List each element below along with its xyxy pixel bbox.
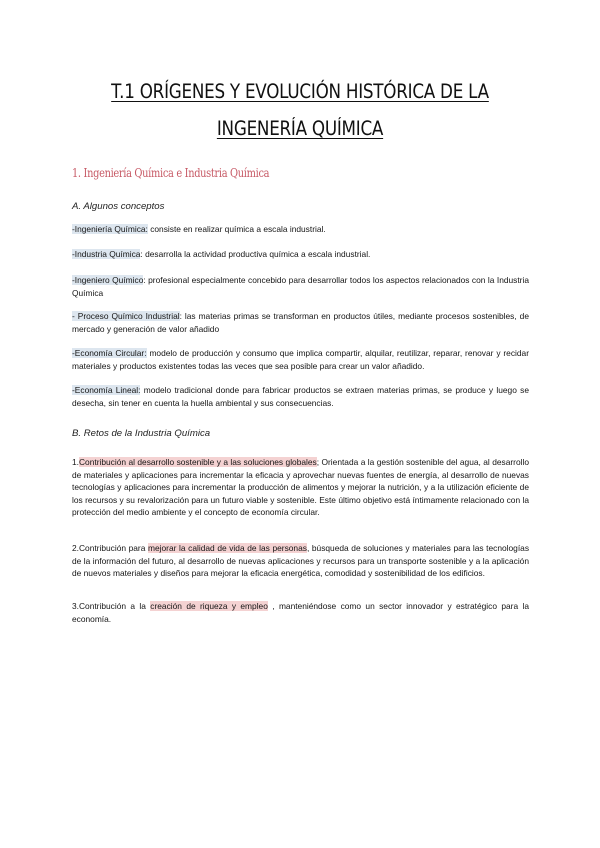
concept-term: - Proceso Químico Industrial — [72, 311, 180, 321]
concept-term: -Economía Lineal: — [72, 385, 141, 395]
concept-text: : las materias primas se transforman en productos útiles, mediante procesos sostenibles, de mercado y generación de valor añadido — [72, 311, 529, 334]
challenge-highlight: creación de riqueza y empleo — [150, 601, 268, 611]
document-title-line2: INGENERÍA QUÍMICA — [216, 117, 384, 140]
challenge-prefix: 3.Contribución a la — [72, 601, 151, 611]
concept-text: modelo tradicional donde para fabricar productos se extraen materias primas, se produce y luego se desecha, sin tener en cuenta la huella ambiental y sus consecuencias. — [72, 385, 529, 408]
challenge-highlight: Contribución al desarrollo sostenible y a las soluciones globales — [79, 457, 317, 467]
concept-term: -Ingeniero Químico — [72, 275, 144, 285]
concept-term: -Ingeniería Química: — [72, 224, 148, 234]
challenge-prefix: 1. — [72, 457, 79, 467]
concept-paragraph — [72, 347, 529, 372]
concept-paragraph — [72, 384, 529, 409]
subsection-b-heading: B. Retos de la Industria Química — [72, 428, 211, 439]
section-heading: 1. Ingeniería Química e Industria Química — [72, 166, 270, 180]
challenge-text: , búsqueda de soluciones y materiales para las tecnologías de la información del futuro, al desarrollo de nuevas aplicaciones y recursos para un transporte sostenible y a la aplicación de nuevos materiales y diseños para mejorar la eficacia energética, comodidad y sostenibilidad de los edificios. — [72, 543, 530, 579]
challenge-paragraph — [72, 542, 529, 580]
challenge-paragraph — [72, 456, 529, 519]
concept-term: -Industria Química — [72, 249, 141, 259]
challenge-paragraph — [72, 600, 529, 625]
challenge-highlight: mejorar la calidad de vida de las personas — [148, 543, 307, 553]
concept-paragraph — [72, 248, 529, 261]
concept-paragraph — [72, 310, 529, 335]
challenge-text: , manteniéndose como un sector innovador y estratégico para la economía. — [72, 601, 529, 624]
concept-text: : profesional especialmente concebido para desarrollar todos los aspectos relacionados con la Industria Química — [72, 275, 529, 298]
challenge-prefix: 2.Contribución para — [72, 543, 149, 553]
concept-paragraph — [72, 223, 529, 236]
concept-text: consiste en realizar química a escala industrial. — [147, 224, 326, 234]
concept-text: modelo de producción y consumo que implica compartir, alquilar, reutilizar, reparar, renovar y recidar materiales y productos existentes todas las veces que sea posible para crear un valor añadido. — [72, 348, 529, 371]
concept-paragraph — [72, 274, 529, 299]
concept-text: : desarrolla la actividad productiva química a escala industrial. — [140, 249, 371, 259]
subsection-a-heading: A. Algunos conceptos — [72, 201, 165, 212]
challenge-text: ; Orientada a la gestión sostenible del agua, al desarrollo de materiales y aplicaciones para incrementar la eficacia y aprovechar nuevas fuentes de energía, al desarrollo de nuevas tecnologías y aplicaciones para incrementar la producción de alimentos y mejorar la nutrición, y a la utilización eficiente de los recursos y su revalorización para un futuro viable y sostenible. Este último objetivo está íntimamente relacionado con la protección del medio ambiente y el concepto de economía circular. — [72, 457, 529, 518]
concept-term: -Economía Circular: — [72, 348, 147, 358]
document-title-line1: T.1 ORÍGENES Y EVOLUCIÓN HISTÓRICA DE LA — [111, 80, 489, 103]
